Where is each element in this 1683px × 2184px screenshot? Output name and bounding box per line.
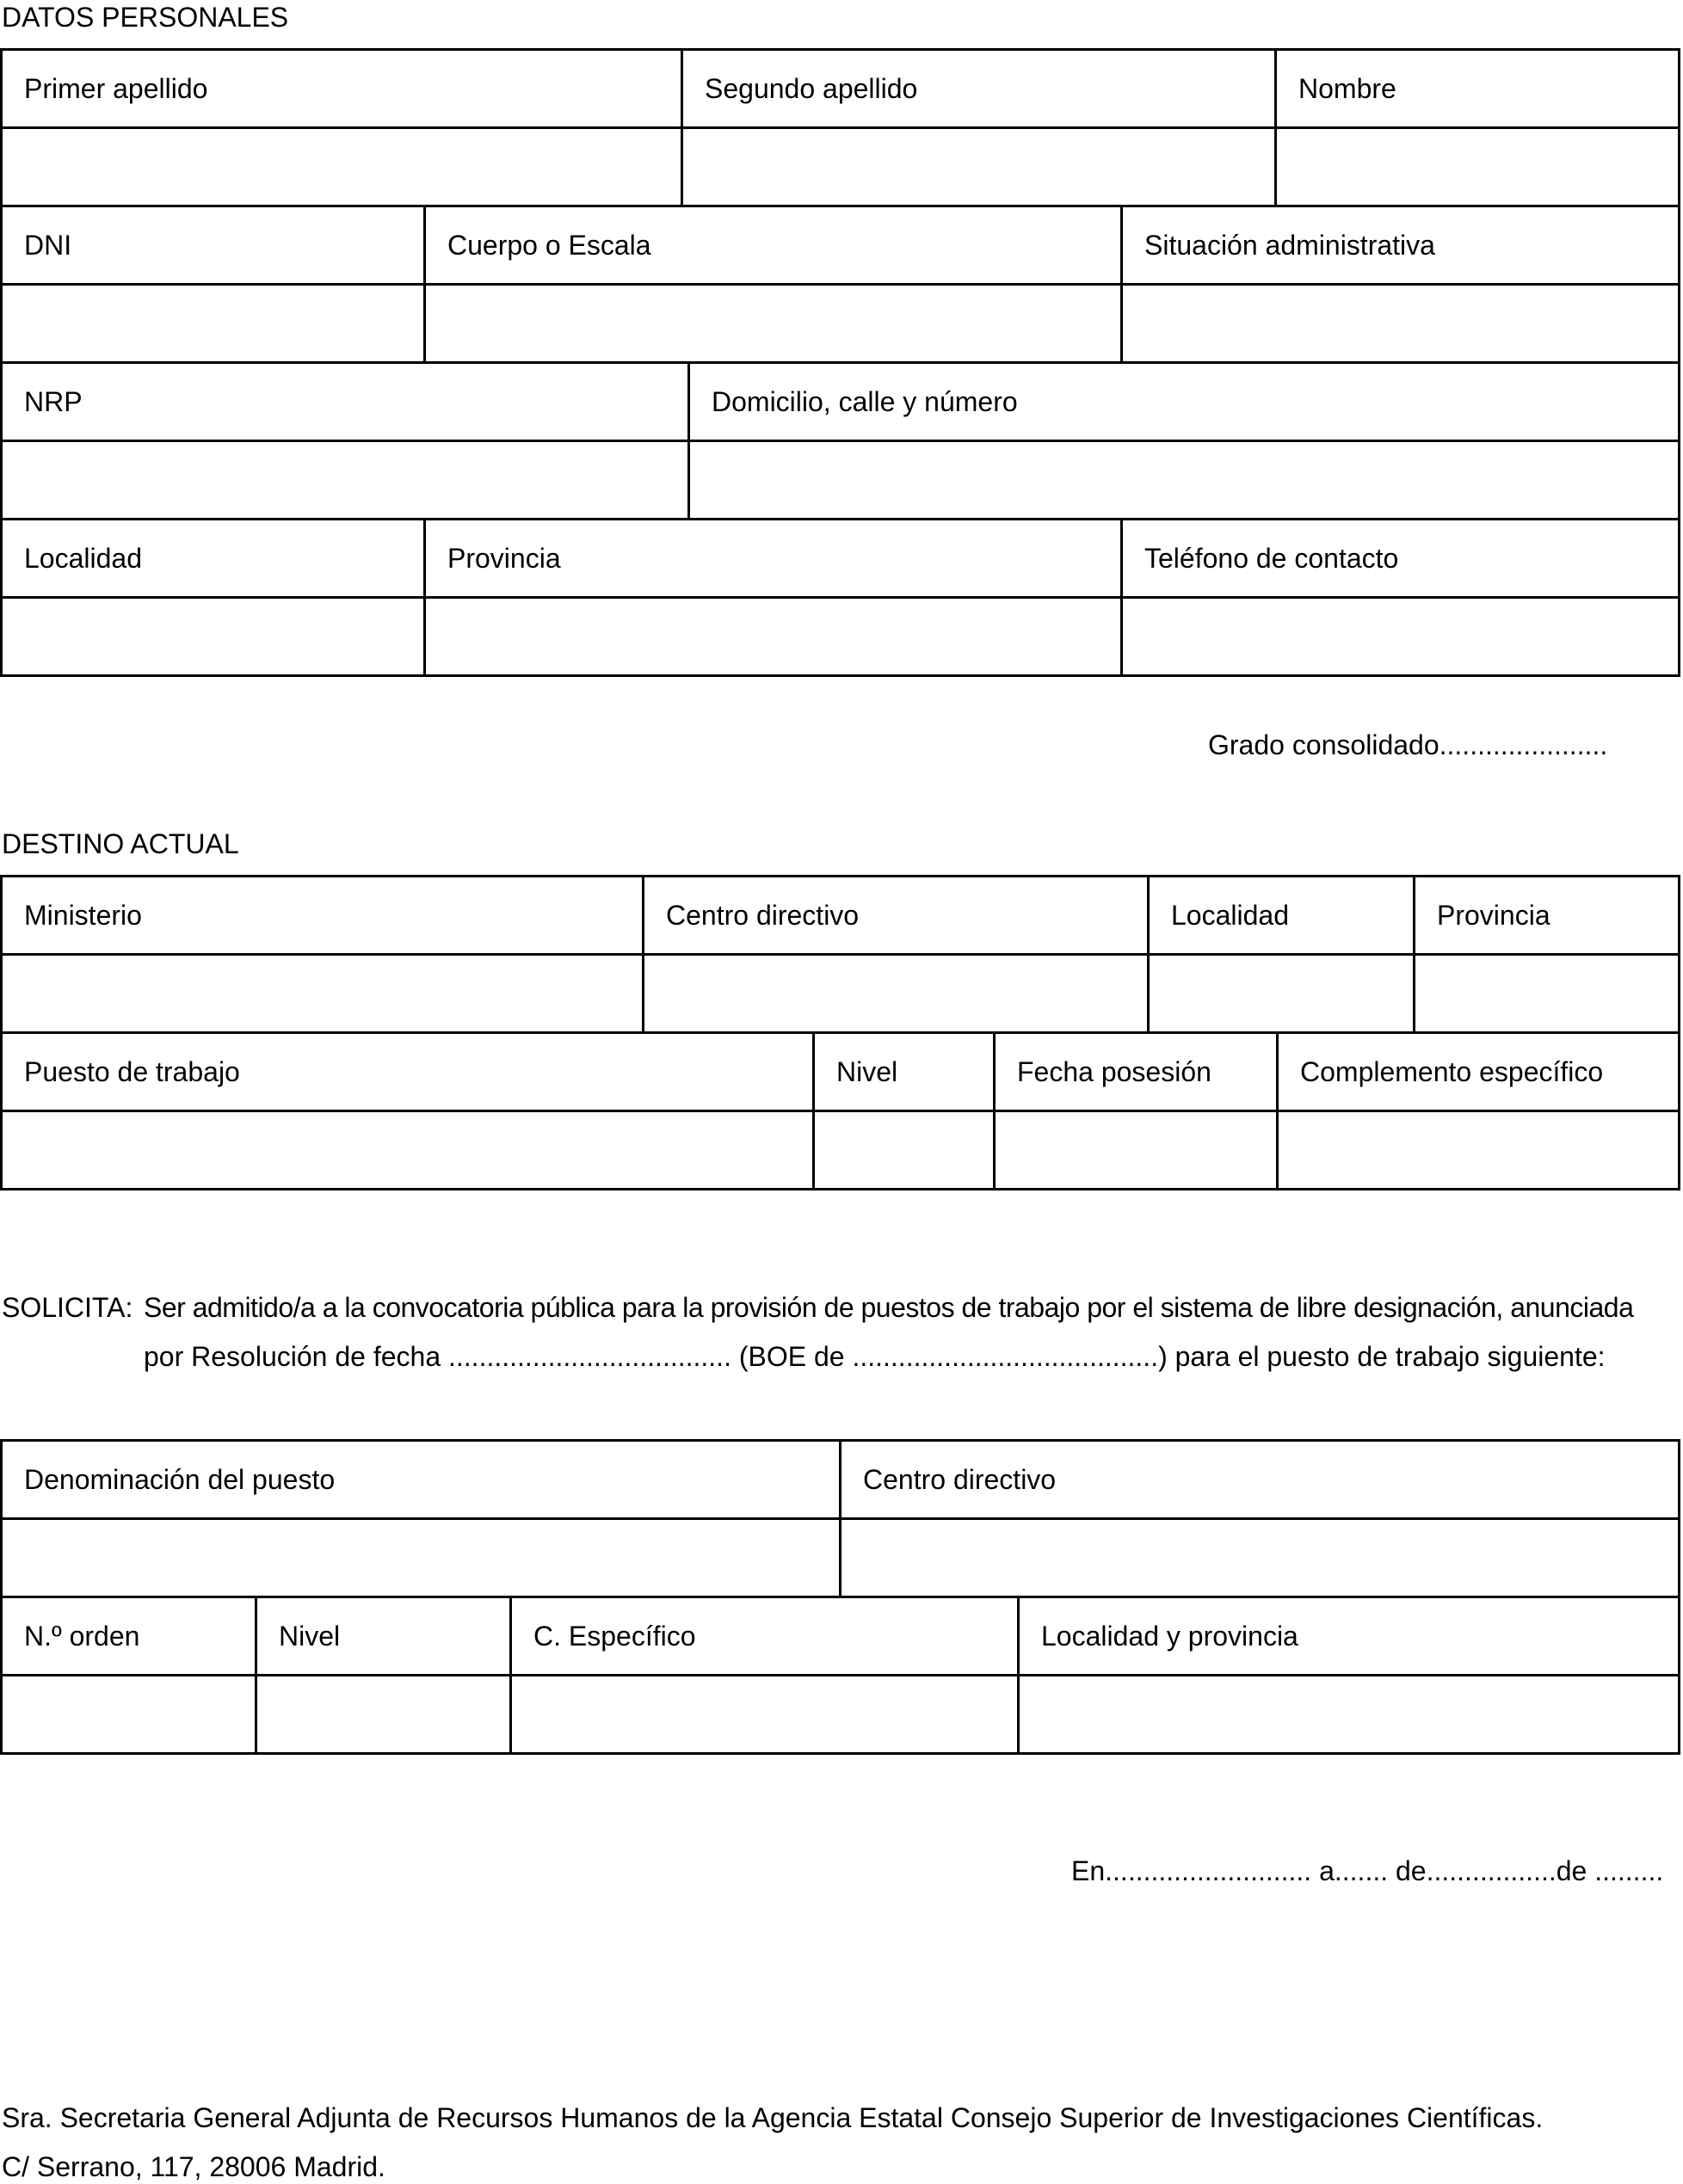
label-nombre: Nombre [1298, 73, 1396, 104]
label-cell-complemento [1279, 1034, 1678, 1112]
label-cell-solicitado-nivel [257, 1598, 512, 1676]
label-fecha-posesion: Fecha posesión [1017, 1056, 1211, 1087]
destinatario-line-1: Sra. Secretaria General Adjunta de Recursos Humanos de la Agencia Estatal Consejo Superior de Investigaciones Científicas. [2, 2102, 1544, 2133]
field-denominacion[interactable] [3, 1520, 842, 1598]
field-segundo-apellido[interactable] [683, 129, 1277, 207]
label-denominacion: Denominación del puesto [24, 1464, 336, 1495]
label-cell-fecha-posesion [996, 1034, 1279, 1112]
solicita-label: SOLICITA: [2, 1292, 133, 1323]
label-cell-solicitado-centro-directivo [842, 1442, 1678, 1520]
label-cell-destino-localidad [1150, 877, 1415, 956]
field-nombre[interactable] [1277, 129, 1678, 207]
label-complemento: Complemento específico [1300, 1056, 1604, 1087]
label-localidad-provincia: Localidad y provincia [1041, 1621, 1298, 1652]
label-cell-provincia [426, 520, 1123, 599]
field-nrp[interactable] [3, 442, 690, 520]
fecha-lugar: En........................... a....... de.................de ......... [1071, 1855, 1664, 1886]
field-solicitado-nivel[interactable] [257, 1676, 512, 1752]
label-cell-cuerpo-escala [426, 207, 1123, 286]
field-cuerpo-escala[interactable] [426, 286, 1123, 364]
label-cell-localidad [3, 520, 426, 599]
section-heading-destino-actual: DESTINO ACTUAL [2, 828, 239, 859]
puesto-solicitado-table [0, 1439, 1680, 1755]
label-cell-n-orden [3, 1598, 257, 1676]
field-telefono[interactable] [1123, 599, 1678, 674]
field-nivel[interactable] [815, 1112, 996, 1188]
label-destino-localidad: Localidad [1171, 900, 1289, 931]
label-nivel: Nivel [836, 1056, 898, 1087]
field-c-especifico[interactable] [512, 1676, 1020, 1752]
label-cell-telefono [1123, 520, 1678, 599]
field-complemento[interactable] [1279, 1112, 1678, 1188]
label-cell-puesto [3, 1034, 815, 1112]
field-dni[interactable] [3, 286, 426, 364]
field-fecha-posesion[interactable] [996, 1112, 1279, 1188]
label-segundo-apellido: Segundo apellido [705, 73, 918, 104]
label-primer-apellido: Primer apellido [24, 73, 208, 104]
field-solicitado-centro-directivo[interactable] [842, 1520, 1678, 1598]
label-centro-directivo: Centro directivo [666, 900, 860, 931]
label-nrp: NRP [24, 386, 83, 417]
label-dni: DNI [24, 230, 72, 261]
section-heading-datos-personales: DATOS PERSONALES [2, 2, 289, 33]
field-primer-apellido[interactable] [3, 129, 683, 207]
field-localidad[interactable] [3, 599, 426, 674]
label-situacion: Situación administrativa [1144, 230, 1435, 261]
grado-consolidado: Grado consolidado...................... [1208, 729, 1608, 760]
label-cell-domicilio [690, 364, 1678, 442]
datos-personales-table [0, 48, 1680, 677]
label-c-especifico: C. Específico [533, 1621, 696, 1652]
field-n-orden[interactable] [3, 1676, 257, 1752]
label-puesto: Puesto de trabajo [24, 1056, 240, 1087]
field-localidad-provincia[interactable] [1020, 1676, 1678, 1752]
label-cell-c-especifico [512, 1598, 1020, 1676]
label-ministerio: Ministerio [24, 900, 142, 931]
label-solicitado-centro-directivo: Centro directivo [863, 1464, 1057, 1495]
field-centro-directivo[interactable] [644, 956, 1150, 1034]
solicita-line-2: por Resolución de fecha ..................................... (BOE de ........................................) para el puesto de trabajo siguiente: [144, 1341, 1606, 1372]
label-cell-ministerio [3, 877, 644, 956]
label-localidad: Localidad [24, 543, 142, 574]
label-cell-nrp [3, 364, 690, 442]
field-situacion[interactable] [1123, 286, 1678, 364]
field-puesto[interactable] [3, 1112, 815, 1188]
label-provincia: Provincia [447, 543, 561, 574]
field-provincia[interactable] [426, 599, 1123, 674]
field-domicilio[interactable] [690, 442, 1678, 520]
field-ministerio[interactable] [3, 956, 644, 1034]
label-n-orden: N.º orden [24, 1621, 140, 1652]
label-cell-centro-directivo [644, 877, 1150, 956]
label-cell-denominacion [3, 1442, 842, 1520]
destino-actual-table [0, 875, 1680, 1190]
label-cell-nivel [815, 1034, 996, 1112]
destinatario-line-2: C/ Serrano, 117, 28006 Madrid. [2, 2151, 385, 2182]
label-cell-segundo-apellido [683, 51, 1277, 129]
label-destino-provincia: Provincia [1437, 900, 1550, 931]
label-domicilio: Domicilio, calle y número [712, 386, 1018, 417]
label-cell-destino-provincia [1415, 877, 1678, 956]
label-cell-nombre [1277, 51, 1678, 129]
label-cell-localidad-provincia [1020, 1598, 1678, 1676]
field-destino-provincia[interactable] [1415, 956, 1678, 1034]
field-destino-localidad[interactable] [1150, 956, 1415, 1034]
label-cell-dni [3, 207, 426, 286]
label-solicitado-nivel: Nivel [279, 1621, 341, 1652]
solicita-line-1: Ser admitido/a a la convocatoria pública para la provisión de puestos de trabajo por el sistema de libre designación, anunciada [144, 1292, 1634, 1323]
label-telefono: Teléfono de contacto [1144, 543, 1399, 574]
label-cell-situacion [1123, 207, 1678, 286]
label-cuerpo-escala: Cuerpo o Escala [447, 230, 651, 261]
label-cell-primer-apellido [3, 51, 683, 129]
